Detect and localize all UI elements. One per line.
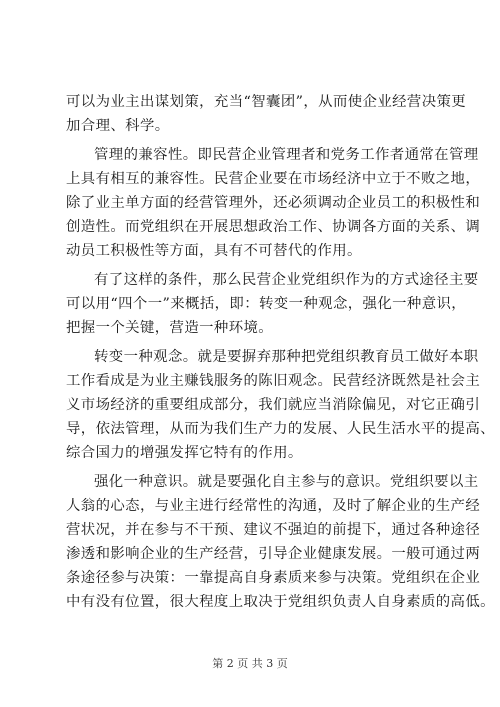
paragraph [66,143,481,263]
text-line: 把握一个关键，营造一种环境。 [66,320,274,336]
text-line: 人翁的心态，与业主进行经常性的沟通，及时了解企业的生产经 [66,498,481,514]
text-line: 加合理、科学。 [66,118,170,134]
text-line: 动员工积极性等方面，具有不可替代的作用。 [66,243,362,259]
text-line: 管理的兼容性。即民营企业管理者和党务工作者通常在管理 [94,147,479,163]
text-line: 可以用“四个一”来概括，即：转变一种观念，强化一种意识， [66,296,467,312]
text-line: 营状况，并在参与不干预、建议不强迫的前提下，通过各种途径 [66,522,481,538]
text-line: 上具有相互的兼容性。民营企业要在市场经济中立于不败之地， [66,171,481,187]
paragraph [66,90,467,138]
text-line: 条途径参与决策：一靠提高自身素质来参与决策。党组织在企业 [66,570,481,586]
text-line: 中有没有位置，很大程度上取决于党组织负责人自身素质的高低。 [66,594,495,610]
text-line: 综合国力的增强发挥它特有的作用。 [66,445,303,461]
text-line: 导，依法管理，从而为我们生产力的发展、人民生活水平的提高、 [66,421,495,437]
text-line: 除了业主单方面的经营管理外，还必须调动企业员工的积极性和 [66,195,481,211]
paragraph [66,470,495,614]
text-line: 义市场经济的重要组成部分，我们就应当消除偏见，对它正确引 [66,397,481,413]
text-line: 创造性。而党组织在开展思想政治工作、协调各方面的关系、调 [66,219,481,235]
document-body [66,90,495,619]
page-footer: 第 2 页 共 3 页 [212,657,288,670]
paragraph [66,345,495,465]
paragraph [66,268,479,340]
text-line: 渗透和影响企业的生产经营，引导企业健康发展。一般可通过两 [66,546,481,562]
text-line: 有了这样的条件，那么民营企业党组织作为的方式途径主要 [94,272,479,288]
text-line: 转变一种观念。就是要摒弃那种把党组织教育员工做好本职 [94,349,479,365]
text-line: 工作看成是为业主赚钱服务的陈旧观念。民营经济既然是社会主 [66,373,481,389]
text-line: 可以为业主出谋划策，充当“智囊团”，从而使企业经营决策更 [66,94,467,110]
text-line: 强化一种意识。就是要强化自主参与的意识。党组织要以主 [94,474,479,490]
